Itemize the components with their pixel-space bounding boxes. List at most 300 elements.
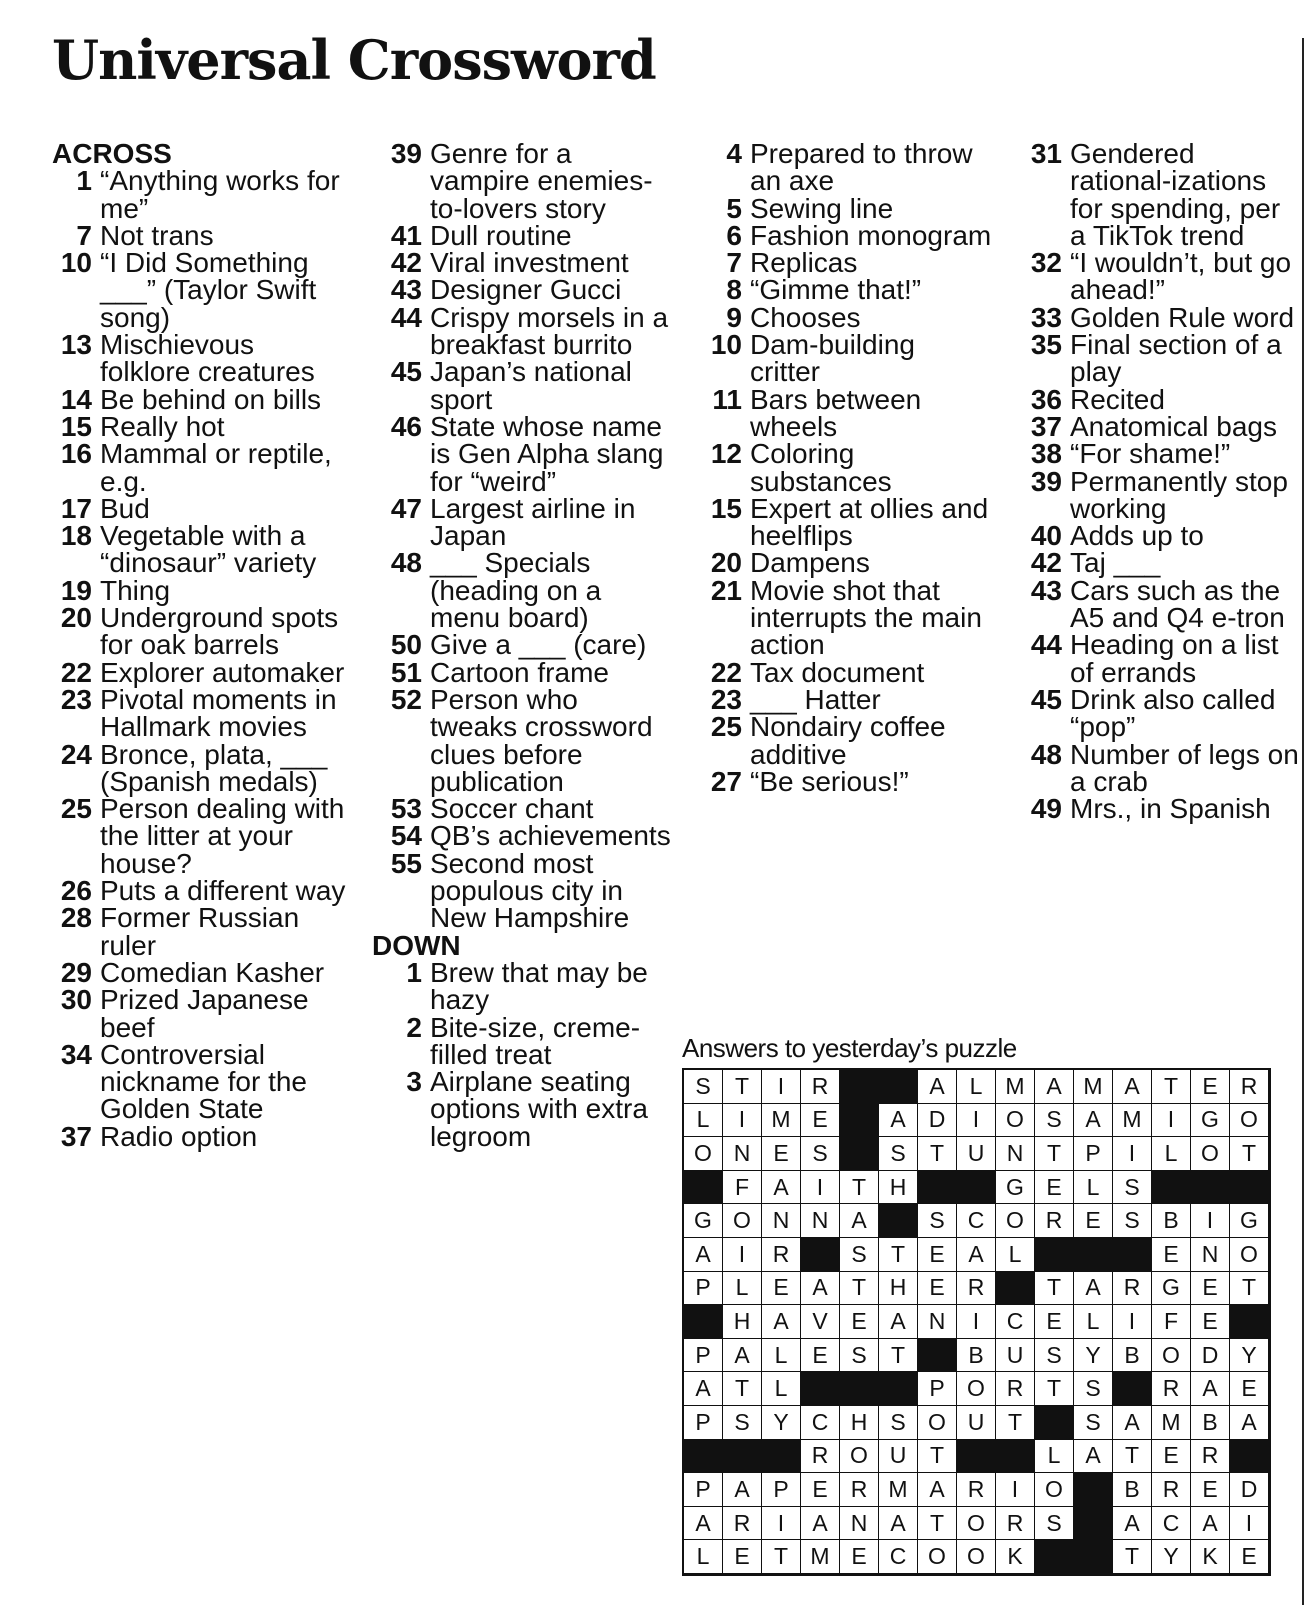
grid-cell: U [957,1137,996,1171]
clue-number: 39 [1030,465,1062,497]
clue-item [372,1068,672,1150]
clue-number: 26 [60,875,92,907]
grid-cell: S [1035,1339,1074,1373]
clue-item [52,331,352,386]
clue-number: 42 [1030,547,1062,579]
grid-cell: E [801,1339,840,1373]
clue-number: 7 [76,219,92,251]
clue-number: 22 [60,656,92,688]
clue-text: QB’s achievements [430,820,671,852]
grid-cell: I [996,1473,1035,1507]
clue-text: Mischievous folklore creatures [100,329,315,388]
grid-cell: H [723,1305,762,1339]
clue-number: 48 [390,547,422,579]
grid-black-square [1230,1171,1269,1205]
grid-cell: P [684,1272,723,1306]
grid-black-square [684,1305,723,1339]
grid-cell: R [801,1440,840,1474]
grid-cell: I [1113,1305,1152,1339]
grid-cell: S [1074,1406,1113,1440]
grid-cell: M [1152,1406,1191,1440]
grid-black-square [1035,1238,1074,1272]
grid-cell: O [957,1540,996,1574]
clue-text: Cartoon frame [430,656,609,688]
clue-number: 25 [710,711,742,743]
clue-number: 23 [710,683,742,715]
grid-cell: I [801,1171,840,1205]
grid-cell: R [1230,1070,1269,1104]
clue-text: ___ Specials (heading on a menu board) [430,547,602,634]
grid-cell: B [1113,1339,1152,1373]
grid-black-square [879,1204,918,1238]
grid-cell: P [918,1372,957,1406]
clue-number: 2 [406,1011,422,1043]
grid-cell: M [879,1473,918,1507]
clue-item [372,683,672,797]
grid-black-square [840,1372,879,1406]
clue-item [692,683,992,715]
grid-cell: E [840,1305,879,1339]
clue-item [52,574,352,606]
grid-cell: T [1035,1372,1074,1406]
grid-cell: R [801,1070,840,1104]
grid-cell: E [1191,1070,1230,1104]
clue-text: Coloring substances [750,438,892,497]
grid-cell: P [1074,1137,1113,1171]
clue-text: Largest airline in Japan [430,492,636,552]
grid-cell: O [918,1540,957,1574]
grid-cell: S [1113,1171,1152,1205]
clue-number: 44 [390,301,422,333]
clue-number: 37 [1030,410,1062,442]
grid-cell: N [840,1507,879,1541]
clue-number: 7 [726,247,742,279]
grid-black-square [957,1440,996,1474]
grid-cell: G [1152,1272,1191,1306]
column-divider [1302,38,1304,1605]
clue-number: 31 [1030,138,1062,169]
clue-number: 3 [406,1066,422,1098]
grid-black-square [1074,1507,1113,1541]
grid-black-square [1074,1540,1113,1574]
clue-number: 1 [76,165,92,197]
grid-cell: T [1113,1540,1152,1574]
clue-text: Dampens [750,547,870,579]
clue-item [52,683,352,743]
clue-item [372,301,672,361]
grid-cell: M [1074,1070,1113,1104]
clue-number: 13 [60,329,92,361]
grid-cell: A [723,1473,762,1507]
grid-black-square [957,1171,996,1205]
grid-cell: R [996,1507,1035,1541]
clue-item [372,547,672,634]
clue-text: Person who tweaks crossword clues before publication [430,683,653,797]
clue-number: 23 [60,683,92,715]
grid-cell: O [918,1406,957,1440]
grid-black-square [879,1070,918,1104]
clue-number: 28 [60,902,92,934]
grid-cell: P [684,1406,723,1440]
across-clues-column-2 [372,140,672,1150]
clue-text: Person dealing with the litter at your house? [100,793,345,879]
grid-cell: Y [1152,1540,1191,1574]
clue-text: Taj ___ [1070,547,1161,579]
grid-cell: T [723,1372,762,1406]
clue-number: 53 [390,793,422,825]
clue-number: 27 [710,765,742,797]
clue-item [692,547,992,579]
clue-text: Number of legs on a crab [1070,738,1299,797]
grid-cell: E [840,1540,879,1574]
grid-cell: A [1074,1440,1113,1474]
clue-text: Movie shot that interrupts the main action [750,574,982,661]
clue-item [1012,631,1302,686]
grid-cell: L [957,1070,996,1104]
grid-cell: D [1230,1473,1269,1507]
grid-cell: R [723,1507,762,1541]
grid-cell: Y [762,1406,801,1440]
grid-cell: M [762,1104,801,1138]
grid-cell: V [801,1305,840,1339]
grid-cell: E [762,1272,801,1306]
grid-cell: T [918,1440,957,1474]
clue-number: 5 [726,192,742,224]
down-heading: DOWN [372,929,461,961]
grid-cell: L [762,1339,801,1373]
grid-cell: N [723,1137,762,1171]
clue-list [1012,138,1302,825]
grid-cell: S [801,1137,840,1171]
clue-text: Tax document [750,656,925,688]
grid-cell: O [1191,1137,1230,1171]
clue-text: Heading on a list of errands [1070,629,1279,688]
grid-cell: A [1035,1070,1074,1104]
clue-number: 42 [390,247,422,279]
clue-item [52,656,352,688]
clue-text: Airplane seating options with extra legroom [430,1066,648,1152]
grid-cell: A [762,1171,801,1205]
grid-cell: O [996,1204,1035,1238]
grid-cell: T [1113,1440,1152,1474]
grid-cell: P [762,1473,801,1507]
grid-black-square [1191,1171,1230,1205]
grid-cell: R [1191,1440,1230,1474]
clue-text: Expert at ollies and heelflips [750,492,989,552]
clue-text: Nondairy coffee additive [750,711,946,770]
clue-text: Sewing line [750,192,894,224]
grid-cell: A [684,1238,723,1272]
grid-cell: A [801,1272,840,1306]
grid-black-square [840,1070,879,1104]
grid-black-square [801,1372,840,1406]
clue-text: State whose name is Gen Alpha slang for “weird” [430,410,664,497]
grid-cell: S [684,1070,723,1104]
clue-number: 36 [1030,383,1062,415]
grid-cell: K [996,1540,1035,1574]
clue-number: 10 [60,247,92,279]
clue-text: Underground spots for oak barrels [100,602,339,661]
clue-item [1012,331,1302,386]
clue-text: Puts a different way [100,875,346,907]
grid-cell: C [879,1540,918,1574]
clue-text: Really hot [100,410,225,442]
clue-number: 22 [710,656,742,688]
clue-item [52,904,352,959]
clue-list [372,140,672,932]
grid-cell: O [1035,1473,1074,1507]
clue-item [52,738,352,797]
grid-black-square [1152,1171,1191,1205]
clue-item [52,492,352,524]
grid-cell: S [1035,1104,1074,1138]
clue-number: 43 [390,274,422,306]
clue-number: 4 [726,138,742,169]
grid-black-square [840,1104,879,1138]
grid-black-square [684,1171,723,1205]
clue-text: Drink also called “pop” [1070,683,1276,743]
clue-text: Viral investment [430,247,629,279]
grid-cell: L [684,1104,723,1138]
clue-number: 20 [60,602,92,634]
grid-cell: U [879,1440,918,1474]
clue-item [52,875,352,907]
grid-cell: I [1230,1507,1269,1541]
clue-item [52,219,352,251]
grid-cell: B [1191,1406,1230,1440]
clue-list [372,956,672,1152]
clue-number: 30 [60,984,92,1016]
grid-cell: E [1074,1204,1113,1238]
clue-item [52,1038,352,1125]
grid-cell: I [1152,1104,1191,1138]
clue-number: 19 [60,574,92,606]
grid-cell: S [1035,1507,1074,1541]
grid-cell: T [918,1137,957,1171]
clue-item [52,604,352,659]
grid-cell: I [723,1104,762,1138]
clue-number: 18 [60,520,92,552]
clue-item [1012,140,1302,249]
grid-cell: R [1152,1372,1191,1406]
answers-label: Answers to yesterday’s puzzle [682,1033,1017,1063]
grid-cell: E [723,1540,762,1574]
grid-cell: A [879,1305,918,1339]
grid-cell: G [684,1204,723,1238]
grid-cell: E [1035,1171,1074,1205]
clue-number: 50 [390,629,422,661]
clue-item [372,219,672,251]
clue-number: 25 [60,793,92,825]
grid-cell: S [879,1137,918,1171]
clue-text: Mammal or reptile, e.g. [100,438,332,497]
clue-number: 54 [390,820,422,852]
grid-cell: C [996,1305,1035,1339]
clue-number: 24 [60,738,92,770]
clue-number: 34 [60,1038,92,1070]
grid-cell: I [762,1070,801,1104]
grid-cell: E [1191,1272,1230,1306]
clue-text: “I Did Something ___” (Taylor Swift song) [100,247,317,333]
clue-item [692,247,992,279]
clue-item [372,358,672,413]
grid-cell: T [840,1171,879,1205]
clue-text: Controversial nickname for the Golden State [100,1038,307,1125]
grid-cell: A [879,1507,918,1541]
grid-cell: I [1191,1204,1230,1238]
clue-item [1012,738,1302,797]
grid-cell: D [1191,1339,1230,1373]
clue-text: Designer Gucci [430,274,622,306]
clue-number: 20 [710,547,742,579]
grid-black-square [996,1440,1035,1474]
clue-item [692,574,992,661]
page-title: Universal Crossword [52,28,656,92]
clue-number: 40 [1030,520,1062,552]
clue-text: Vegetable with a “dinosaur” variety [100,520,317,579]
grid-cell: L [1074,1171,1113,1205]
clue-item [52,956,352,988]
grid-cell: B [957,1339,996,1373]
grid-cell: B [1113,1473,1152,1507]
grid-black-square [879,1372,918,1406]
clue-item [692,140,992,195]
grid-cell: U [996,1339,1035,1373]
clue-text: Final section of a play [1070,329,1282,388]
clue-text: Explorer automaker [100,656,345,688]
clue-text: Pivotal moments in Hallmark movies [100,683,337,743]
grid-black-square [684,1440,723,1474]
grid-cell: E [801,1473,840,1507]
clue-item [692,765,992,797]
clue-item [372,247,672,279]
grid-cell: C [957,1204,996,1238]
grid-cell: D [918,1104,957,1138]
clue-item [1012,301,1302,333]
grid-cell: E [801,1104,840,1138]
grid-cell: A [1113,1406,1152,1440]
grid-cell: L [1074,1305,1113,1339]
grid-cell: E [1191,1305,1230,1339]
grid-cell: R [957,1272,996,1306]
clue-number: 32 [1030,247,1062,279]
clue-list [692,140,992,795]
clue-item [372,140,672,222]
grid-cell: A [1113,1507,1152,1541]
grid-cell: G [1191,1104,1230,1138]
clue-text: Radio option [100,1120,258,1152]
clue-number: 49 [1030,793,1062,825]
clue-text: “For shame!” [1070,438,1231,470]
grid-cell: N [1191,1238,1230,1272]
grid-cell: N [996,1137,1035,1171]
grid-black-square [1113,1238,1152,1272]
clue-item [1012,793,1302,825]
clue-text: Cars such as the A5 and Q4 e-tron [1070,574,1285,634]
grid-cell: T [879,1339,918,1373]
grid-cell: L [1152,1137,1191,1171]
clue-item [52,795,352,877]
grid-cell: E [918,1238,957,1272]
grid-cell: T [723,1070,762,1104]
grid-cell: G [1230,1204,1269,1238]
grid-cell: S [723,1406,762,1440]
clue-number: 47 [390,492,422,524]
clue-number: 39 [390,138,422,169]
clue-text: Permanently stop working [1070,465,1288,524]
grid-cell: U [957,1406,996,1440]
grid-cell: E [1230,1540,1269,1574]
clue-item [692,656,992,688]
grid-black-square [918,1339,957,1373]
grid-cell: R [996,1372,1035,1406]
grid-cell: A [1191,1372,1230,1406]
grid-cell: S [840,1238,879,1272]
grid-cell: R [1152,1473,1191,1507]
grid-cell: R [840,1473,879,1507]
clue-number: 35 [1030,329,1062,361]
clue-item [372,274,672,306]
clue-item [372,847,672,934]
grid-cell: O [1152,1339,1191,1373]
clue-item [52,440,352,495]
clue-number: 9 [726,301,742,333]
grid-cell: A [957,1238,996,1272]
grid-cell: O [957,1372,996,1406]
clue-item [52,249,352,331]
grid-cell: H [879,1171,918,1205]
clue-text: Brew that may be hazy [430,956,648,1016]
clue-item [372,1011,672,1070]
grid-cell: N [762,1204,801,1238]
grid-cell: L [762,1372,801,1406]
clue-item [52,383,352,415]
clue-number: 16 [60,438,92,470]
grid-cell: L [723,1272,762,1306]
grid-black-square [1113,1372,1152,1406]
grid-cell: A [918,1070,957,1104]
grid-black-square [996,1272,1035,1306]
grid-cell: E [918,1272,957,1306]
clue-item [52,986,352,1041]
grid-black-square [1230,1440,1269,1474]
grid-cell: I [957,1305,996,1339]
grid-cell: O [684,1137,723,1171]
across-clues-column-1 [52,140,352,1150]
clue-text: Dull routine [430,219,572,251]
clue-text: Soccer chant [430,793,594,825]
clue-item [372,820,672,852]
grid-black-square [801,1238,840,1272]
clue-text: Be behind on bills [100,383,322,415]
grid-black-square [1035,1406,1074,1440]
grid-cell: N [918,1305,957,1339]
clue-number: 48 [1030,738,1062,770]
clue-number: 29 [60,956,92,988]
clue-text: Adds up to [1070,520,1204,552]
grid-cell: L [996,1238,1035,1272]
grid-cell: A [723,1339,762,1373]
grid-cell: E [1152,1238,1191,1272]
grid-cell: B [1152,1204,1191,1238]
clue-text: Former Russian ruler [100,902,300,961]
clue-text: Recited [1070,383,1165,415]
down-clues-column-2 [1012,138,1302,825]
clue-text: Prepared to throw an axe [750,138,973,197]
clue-item [1012,383,1302,415]
clue-text: “Anything works for me” [100,165,340,224]
clue-number: 46 [390,410,422,442]
